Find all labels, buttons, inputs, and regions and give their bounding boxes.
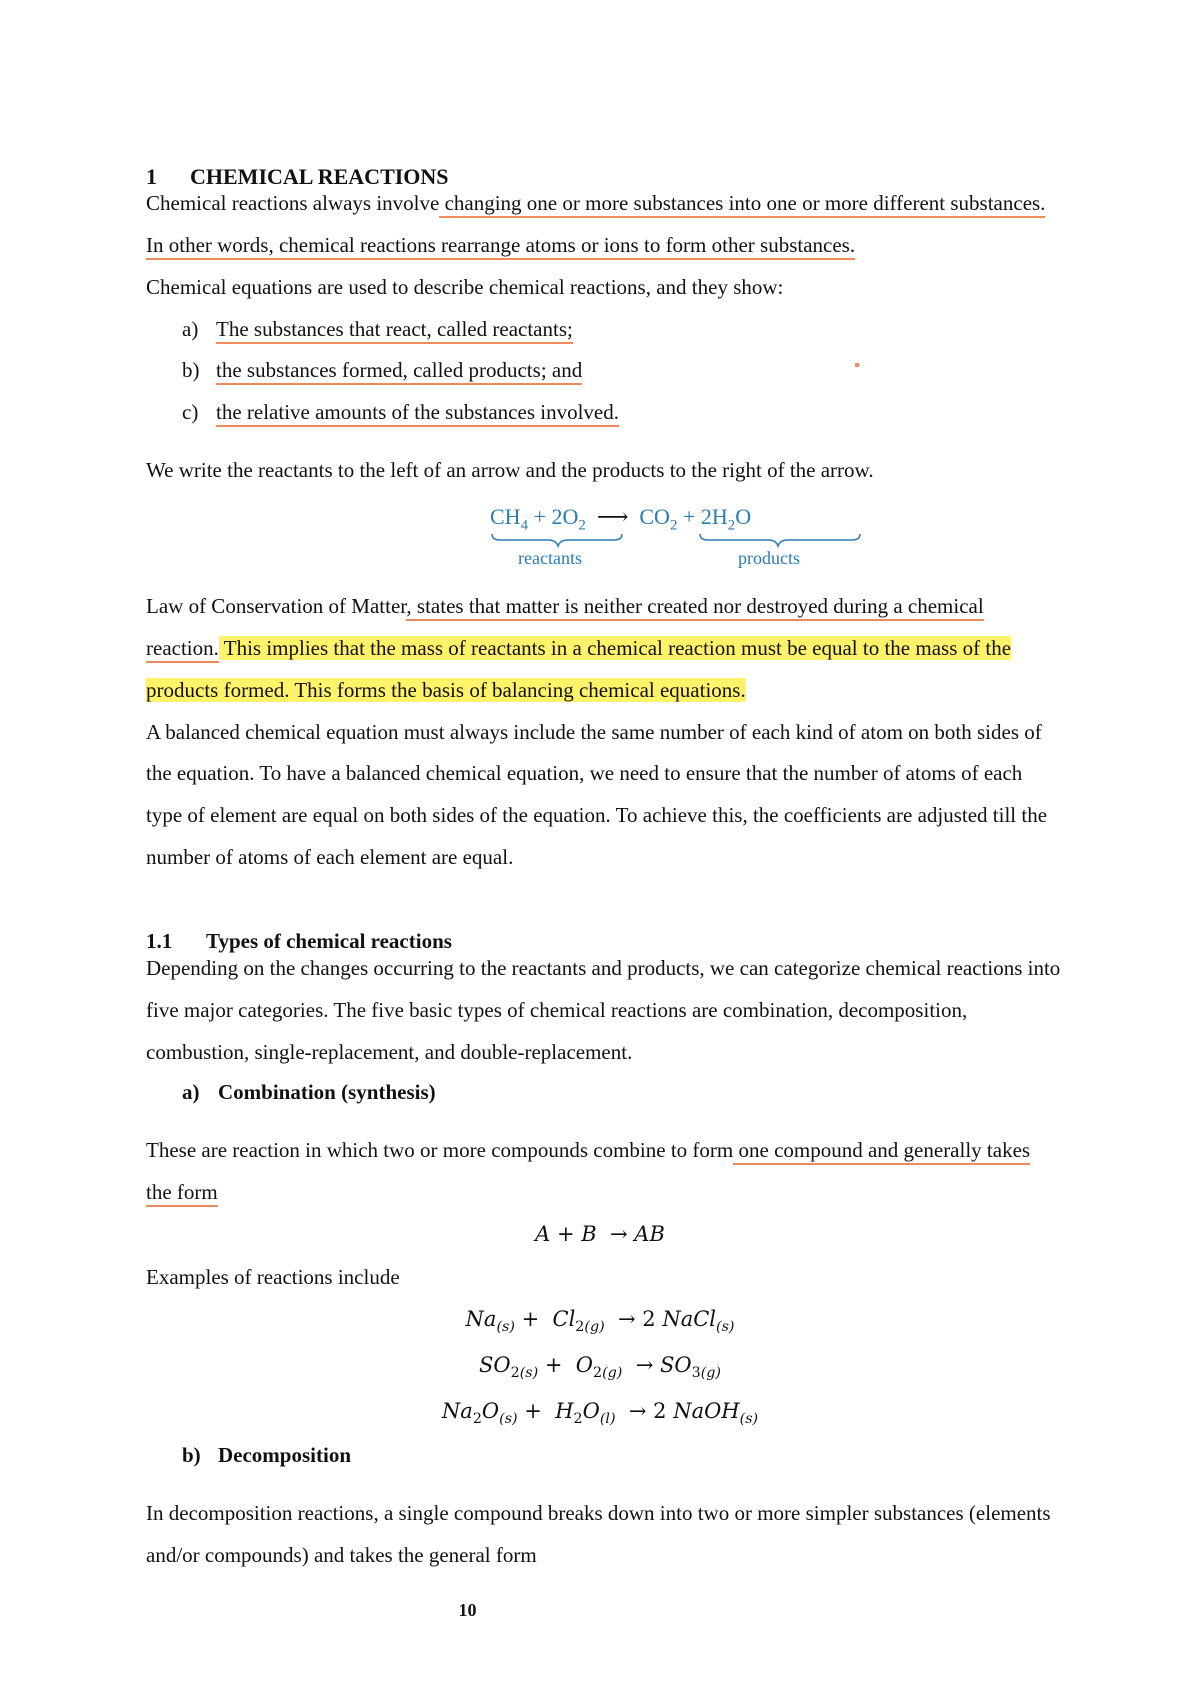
list-marker: a): [182, 1080, 200, 1104]
intro-text: Chemical reactions always involve: [146, 191, 440, 215]
decomposition-line-1: [146, 1500, 1051, 1526]
list-marker: c): [182, 400, 199, 424]
list-marker: b): [182, 1443, 201, 1467]
list-item: [182, 316, 573, 342]
intro-line-2: [146, 232, 855, 258]
paragraph-text: Examples of reactions include: [146, 1265, 400, 1289]
paragraph-text: type of element are equal on both sides of the equation. To achieve this, the coefficients are adjusted till the: [146, 803, 1048, 827]
reaction-figure: [480, 500, 880, 570]
intro-line-1: [146, 190, 1045, 216]
highlighted-text: products formed. This forms the basis of balancing chemical equations.: [146, 678, 746, 702]
example-equation-1: $Na_{(s)} + Cl_{2(g)} \to 2$ NaCl$_{(s)}$: [465, 1307, 735, 1336]
balanced-line: [146, 760, 1022, 786]
paragraph-text: In decomposition reactions, a single compound breaks down into two or more simpler substances (elements: [146, 1501, 1051, 1525]
list-marker: a): [182, 317, 199, 341]
underlined-text: one compound and generally takes: [733, 1138, 1030, 1165]
list-item-text: The substances that react, called reactants;: [216, 317, 573, 344]
reactants-label: reactants: [518, 548, 582, 568]
list-item-text: the relative amounts of the substances involved.: [216, 400, 619, 427]
underlined-text: , states that matter is neither created nor destroyed during a chemical: [406, 594, 983, 621]
decomposition-heading: [182, 1442, 351, 1468]
general-form-equation: A + B → AB: [535, 1222, 665, 1246]
balanced-line: [146, 802, 1047, 828]
heading-text: Combination (synthesis): [218, 1080, 436, 1104]
paragraph-text: These are reaction in which two or more compounds combine to form: [146, 1138, 734, 1162]
list-item: [182, 399, 619, 425]
page-number: 10: [458, 1600, 477, 1620]
list-marker: b): [182, 358, 200, 382]
underlined-text: reaction.: [146, 636, 219, 663]
balanced-line: [146, 844, 513, 870]
paragraph-text: and/or compounds) and takes the general form: [146, 1543, 537, 1567]
law-line-1: [146, 593, 984, 619]
underlined-text: changing one or more substances into one or more different substances.: [439, 191, 1045, 218]
intro-text: Chemical equations are used to describe chemical reactions, and they show:: [146, 275, 784, 299]
subsection-heading: [146, 928, 452, 954]
annotation-mark: [855, 363, 859, 367]
law-line-3: [146, 677, 746, 703]
paragraph-text: the equation. To have a balanced chemical equation, we need to ensure that the number of atoms of each: [146, 761, 1023, 785]
figure-equation: $CH_4 + 2O_2$ ⟶ $CO_2 + 2H_2O$: [490, 504, 752, 534]
subsection-title: Types of chemical reactions: [206, 929, 452, 953]
paragraph-text: Law of Conservation of Matter: [146, 594, 407, 618]
section-number: 1: [146, 164, 157, 189]
combination-heading: [182, 1079, 436, 1105]
decomposition-line-2: [146, 1542, 537, 1568]
paragraph-text: number of atoms of each element are equal.: [146, 845, 514, 869]
examples-intro: [146, 1264, 400, 1290]
combination-line-1: [146, 1137, 1030, 1163]
balanced-line: [146, 719, 1042, 745]
products-label: products: [738, 548, 800, 568]
paragraph-text: five major categories. The five basic types of chemical reactions are combination, decomposition,: [146, 998, 968, 1022]
section-title: CHEMICAL REACTIONS: [190, 164, 449, 189]
example-equation-2: $SO_{2(s)} + O_{2(g)} \to SO_{3(g)}$: [479, 1353, 721, 1382]
types-line: [146, 1039, 632, 1065]
types-line: [146, 997, 967, 1023]
list-item-text: the substances formed, called products; and: [216, 358, 582, 385]
paragraph-text: We write the reactants to the left of an arrow and the products to the right of the arrow.: [146, 458, 874, 482]
section-heading: [146, 164, 449, 190]
example-equation-3: $Na_2O_{(s)} + H_2O_{(l)} \to 2$ NaOH$_{(s)}$: [441, 1399, 759, 1428]
subsection-number: 1.1: [146, 929, 173, 953]
paragraph-text: A balanced chemical equation must always include the same number of each kind of atom on both sides of: [146, 720, 1042, 744]
types-line: [146, 955, 1060, 981]
underlined-text: the form: [146, 1180, 218, 1207]
paragraph-text: Depending on the changes occurring to the reactants and products, we can categorize chemical reactions into: [146, 956, 1061, 980]
list-item: [182, 357, 582, 383]
combination-line-2: [146, 1179, 218, 1205]
heading-text: Decomposition: [218, 1443, 351, 1467]
intro-line-3: [146, 274, 783, 300]
underlined-text: In other words, chemical reactions rearrange atoms or ions to form other substances.: [146, 233, 855, 260]
paragraph-text: combustion, single-replacement, and double-replacement.: [146, 1040, 633, 1064]
highlighted-text: This implies that the mass of reactants in a chemical reaction must be equal to the mass of the: [218, 636, 1012, 660]
arrow-sentence: [146, 457, 874, 483]
law-line-2: [146, 635, 1011, 661]
